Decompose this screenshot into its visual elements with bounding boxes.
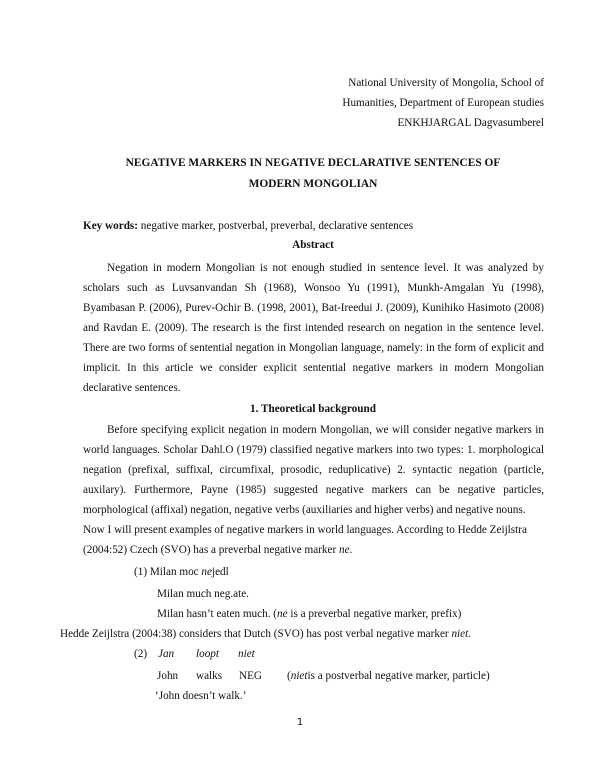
abstract-line-1: Negation in modern Mongolian is not enough studied in sentence level. It was analyzed by [107, 262, 544, 274]
czech-marker: ne [338, 544, 350, 556]
section-line-1: Before specifying explicit negation in modern Mongolian, we will consider negative markers in [107, 424, 544, 436]
page-number: 1 [296, 717, 304, 728]
section-heading: 1. Theoretical background [250, 403, 376, 415]
dutch-marker: niet [451, 628, 469, 640]
example-2-sentence [134, 647, 255, 661]
dutch-intro [60, 627, 471, 641]
affiliation-line-1: National University of Mongolia, School of [348, 77, 544, 89]
section-line-7 [83, 543, 352, 557]
example-1-sentence [134, 565, 229, 579]
keywords-label: Key words: [83, 220, 138, 232]
keywords [83, 219, 413, 233]
abstract-line-7: declarative sentences. [83, 382, 181, 394]
abstract-line-6: implicit. In this article we consider explicit sentential negative markers in modern Mongolian [83, 362, 544, 374]
affiliation-line-2: Humanities, Department of European studies [342, 97, 544, 109]
example-1-verb: jedl [211, 566, 229, 578]
example-2-number: (2) [134, 648, 148, 660]
paper-title-line-2: MODERN MONGOLIAN [248, 178, 378, 190]
example-1-note: is a preverbal negative marker, prefix) [287, 608, 462, 620]
section-line-3: negation (prefixal, suffixal, circumfixal, prosodic, reduplicative) 2. syntactic negation (particle, [83, 464, 544, 476]
czech-end: . [349, 544, 353, 556]
section-line-4: auxilary). Furthermore, Payne (1985) suggested negative markers can be negative particles, [83, 484, 544, 496]
example-1-note-marker: ne [277, 608, 288, 620]
abstract-line-5: There are two forms of sentential negation in Mongolian language, namely: in the form of explicit and [83, 342, 544, 354]
section-line-2: world languages. Scholar Dahl.O (1979) classified negative markers into two types: 1. morphological [83, 444, 544, 456]
dutch-intro-end: . [468, 628, 472, 640]
abstract-heading: Abstract [292, 239, 334, 251]
example-1-translation-text: Milan hasn’t eaten much. ( [157, 608, 278, 620]
abstract-line-4: and Ravdan E. (2009). The research is the first intended research on negation in the sentence level. [83, 322, 544, 334]
example-2-word-3: niet [238, 648, 255, 660]
example-2-note-open: ( [287, 670, 291, 682]
example-2-note: is a postverbal negative marker, particle) [307, 670, 490, 682]
example-2-word-1: Jan [158, 648, 175, 660]
example-1-neg-prefix: ne [201, 566, 212, 578]
example-2-word-2: loopt [196, 648, 219, 660]
example-1-translation [157, 607, 461, 621]
abstract-line-3: Byambasan P. (2006), Purev-Ochir B. (1998, 2001), Bat-Ireedui J. (2009), Kunihiko Hasimoto (2008) [83, 302, 544, 314]
section-line-6: Now I will present examples of negative markers in world languages. According to Hedde Zeijlstra [83, 524, 527, 536]
author-name: ENKHJARGAL Dagvasumberel [397, 117, 544, 129]
example-2-translation: ‘John doesn’t walk.’ [155, 690, 247, 702]
example-1-gloss: Milan much neg.ate. [157, 588, 249, 600]
section-line-5: morphological (affixal) negation, negative verbs (auxiliaries and higher verbs) and negative nouns. [83, 504, 526, 516]
example-2-gloss [157, 669, 490, 683]
example-2-gloss-3: NEG [239, 670, 262, 682]
paper-title-line-1: NEGATIVE MARKERS IN NEGATIVE DECLARATIVE SENTENCES OF [125, 157, 501, 169]
example-2-gloss-1: John [157, 670, 179, 682]
example-2-note-marker: niet [290, 670, 308, 682]
example-1-text: (1) Milan moc [134, 566, 202, 578]
dutch-intro-text: Hedde Zeijlstra (2004:38) considers that Dutch (SVO) has post verbal negative marker [60, 628, 452, 640]
example-2-gloss-2: walks [196, 670, 223, 682]
czech-intro: (2004:52) Czech (SVO) has a preverbal negative marker [83, 544, 339, 556]
abstract-line-2: scholars such as Luvsanvandan Sh (1968), Wonsoo Yu (1991), Munkh-Amgalan Yu (1998), [83, 282, 544, 294]
keywords-text: negative marker, postverbal, preverbal, declarative sentences [138, 220, 414, 232]
